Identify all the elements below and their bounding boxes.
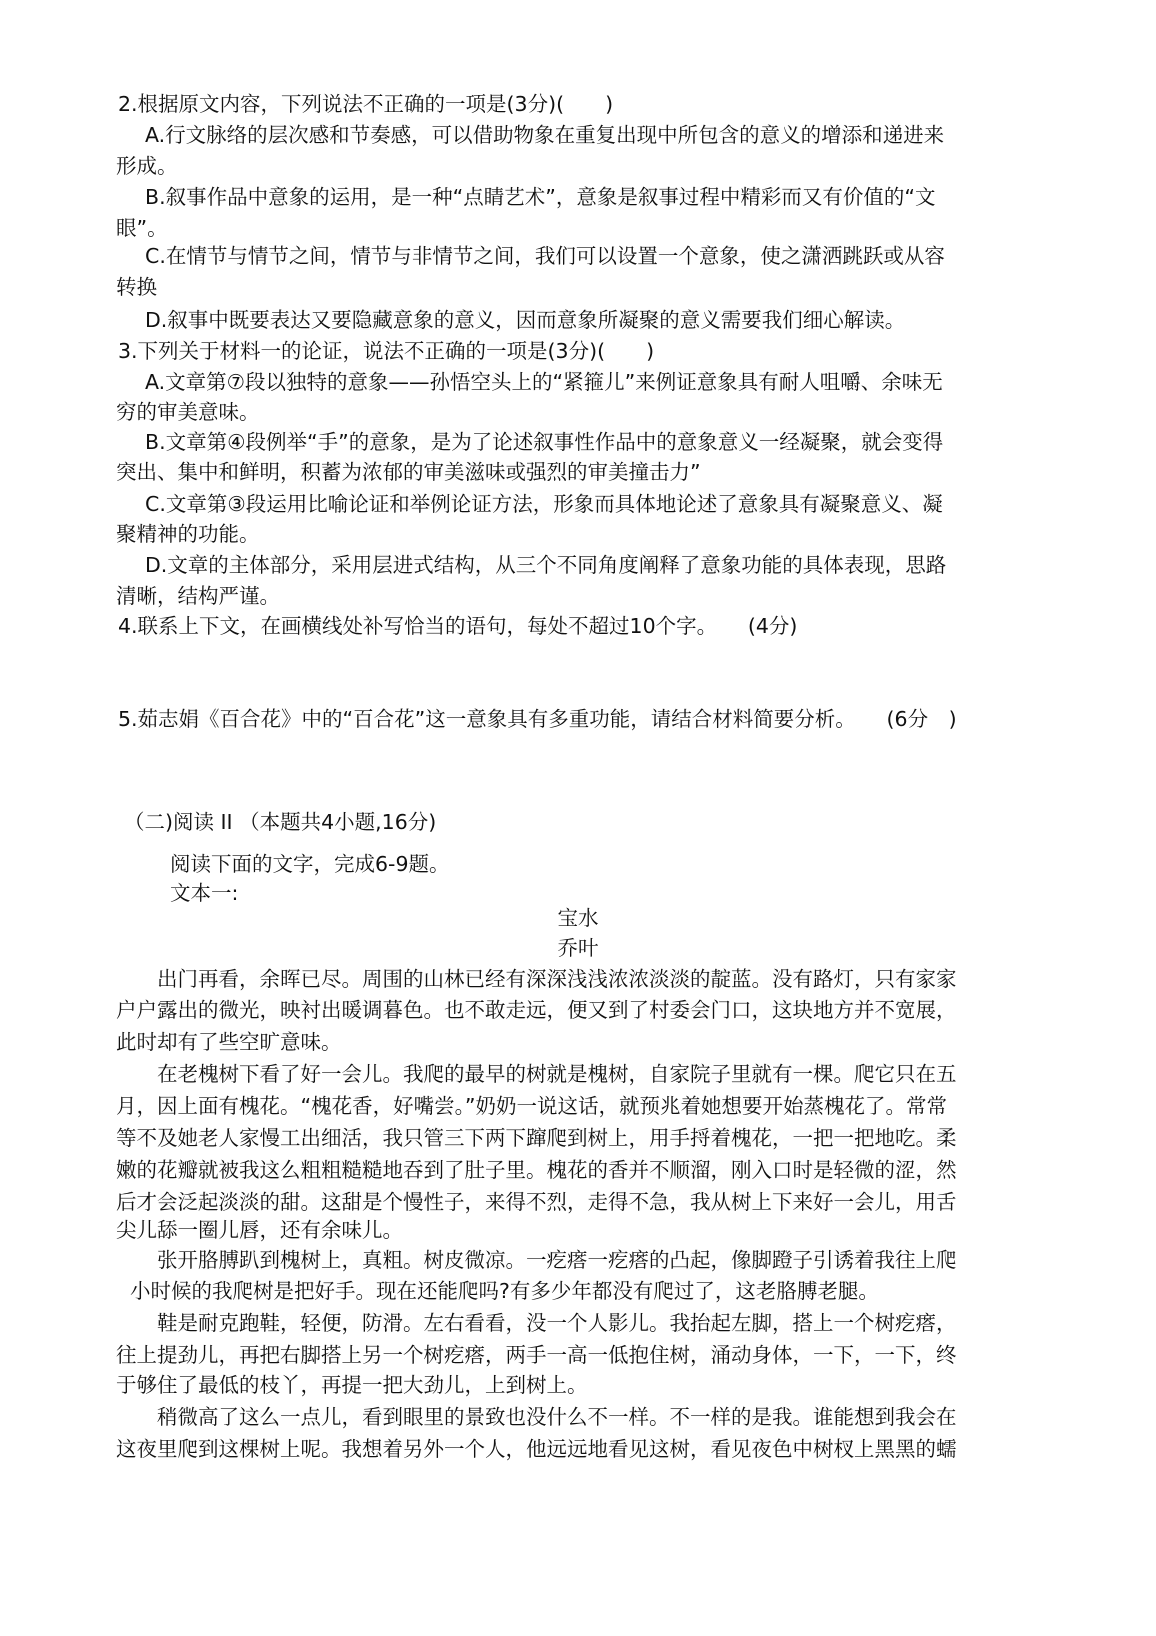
q3-option-b: B.文章第④段例举“手”的意象，是为了论述叙事性作品中的意象意义一经凝聚，就会变得 — [145, 430, 944, 454]
q3-option-c-cont: 聚精神的功能。 — [116, 522, 260, 546]
article-author: 乔叶 — [557, 936, 599, 960]
article-line: 这夜里爬到这棵树上呢。我想着另外一个人，他远远地看见这树，看见夜色中树杈上黑黑的蠕 — [116, 1437, 957, 1461]
question-3-stem: 3.下列关于材料一的论证，说法不正确的一项是(3分)( ) — [118, 339, 655, 363]
article-line: 此时却有了些空旷意味。 — [116, 1030, 342, 1054]
article-line: 小时候的我爬树是把好手。现在还能爬吗?有多少年都没有爬过了，这老胳膊老腿。 — [130, 1279, 879, 1303]
article-line: 于够住了最低的枝丫，再提一把大劲儿，上到树上。 — [116, 1373, 588, 1397]
q2-option-a-cont: 形成。 — [116, 154, 178, 178]
question-2-stem: 2.根据原文内容，下列说法不正确的一项是(3分)( ) — [118, 92, 614, 116]
article-line: 月，因上面有槐花。“槐花香，好嘴尝。”奶奶一说这话，就预兆着她想要开始蒸槐花了。常常 — [116, 1094, 947, 1118]
q2-option-a: A.行文脉络的层次感和节奏感，可以借助物象在重复出现中所包含的意义的增添和递进来 — [145, 123, 945, 147]
article-title: 宝水 — [557, 906, 599, 930]
q3-option-d-cont: 清晰，结构严谨。 — [116, 584, 280, 608]
article-line: 往上提劲儿，再把右脚搭上另一个树疙瘩，两手一高一低抱住树，涌动身体，一下，一下，终 — [116, 1343, 957, 1367]
article-line: 后才会泛起淡淡的甜。这甜是个慢性子，来得不烈，走得不急，我从树上下来好一会儿，用舌 — [116, 1190, 957, 1214]
article-line: 尖儿舔一圈儿唇，还有余味儿。 — [116, 1218, 403, 1242]
reading-instruction: 阅读下面的文字，完成6-9题。 — [170, 852, 450, 876]
article-line: 鞋是耐克跑鞋，轻便，防滑。左右看看，没一个人影儿。我抬起左脚，搭上一个树疙瘩， — [157, 1311, 957, 1335]
q2-option-c-cont: 转换 — [116, 275, 157, 299]
q3-option-d: D.文章的主体部分，采用层进式结构，从三个不同角度阐释了意象功能的具体表现，思路 — [145, 553, 947, 577]
article-line: 户户露出的微光，映衬出暖调暮色。也不敢走远，便又到了村委会门口，这块地方并不宽展， — [116, 998, 957, 1022]
q3-option-a: A.文章第⑦段以独特的意象——孙悟空头上的“紧箍儿”来例证意象具有耐人咀嚼、余味无 — [145, 370, 943, 394]
text-one-label: 文本一: — [170, 881, 239, 905]
article-line: 出门再看，余晖已尽。周围的山林已经有深深浅浅浓浓淡淡的靛蓝。没有路灯，只有家家 — [157, 967, 957, 991]
article-line: 嫩的花瓣就被我这么粗粗糙糙地吞到了肚子里。槐花的香并不顺溜，刚入口时是轻微的涩，然 — [116, 1158, 957, 1182]
question-4-stem: 4.联系上下文，在画横线处补写恰当的语句，每处不超过10个字。 (4分) — [118, 614, 798, 638]
q3-option-c: C.文章第③段运用比喻论证和举例论证方法，形象而具体地论述了意象具有凝聚意义、凝 — [145, 492, 943, 516]
article-line: 稍微高了这么一点儿，看到眼里的景致也没什么不一样。不一样的是我。谁能想到我会在 — [157, 1405, 957, 1429]
q2-option-c: C.在情节与情节之间，情节与非情节之间，我们可以设置一个意象，使之潇洒跳跃或从容 — [145, 244, 945, 268]
section-2-heading: （二)阅读 II （本题共4小题,16分) — [124, 810, 437, 834]
question-5-stem: 5.茹志娟《百合花》中的“百合花”这一意象具有多重功能，请结合材料简要分析。 (6分 ) — [118, 707, 957, 731]
q2-option-d: D.叙事中既要表达又要隐藏意象的意义，因而意象所凝聚的意义需要我们细心解读。 — [145, 308, 906, 332]
q2-option-b-cont: 眼”。 — [116, 216, 168, 240]
article-line: 在老槐树下看了好一会儿。我爬的最早的树就是槐树，自家院子里就有一棵。爬它只在五 — [157, 1062, 957, 1086]
article-line: 等不及她老人家慢工出细活，我只管三下两下蹿爬到树上，用手捋着槐花，一把一把地吃。柔 — [116, 1126, 957, 1150]
q2-option-b: B.叙事作品中意象的运用，是一种“点睛艺术”，意象是叙事过程中精彩而又有价值的“文 — [145, 185, 936, 209]
q3-option-b-cont: 突出、集中和鲜明，积蓄为浓郁的审美滋味或强烈的审美撞击力” — [116, 460, 701, 484]
article-line: 张开胳膊趴到槐树上，真粗。树皮微凉。一疙瘩一疙瘩的凸起，像脚蹬子引诱着我往上爬 — [157, 1248, 957, 1272]
q3-option-a-cont: 穷的审美意味。 — [116, 400, 260, 424]
